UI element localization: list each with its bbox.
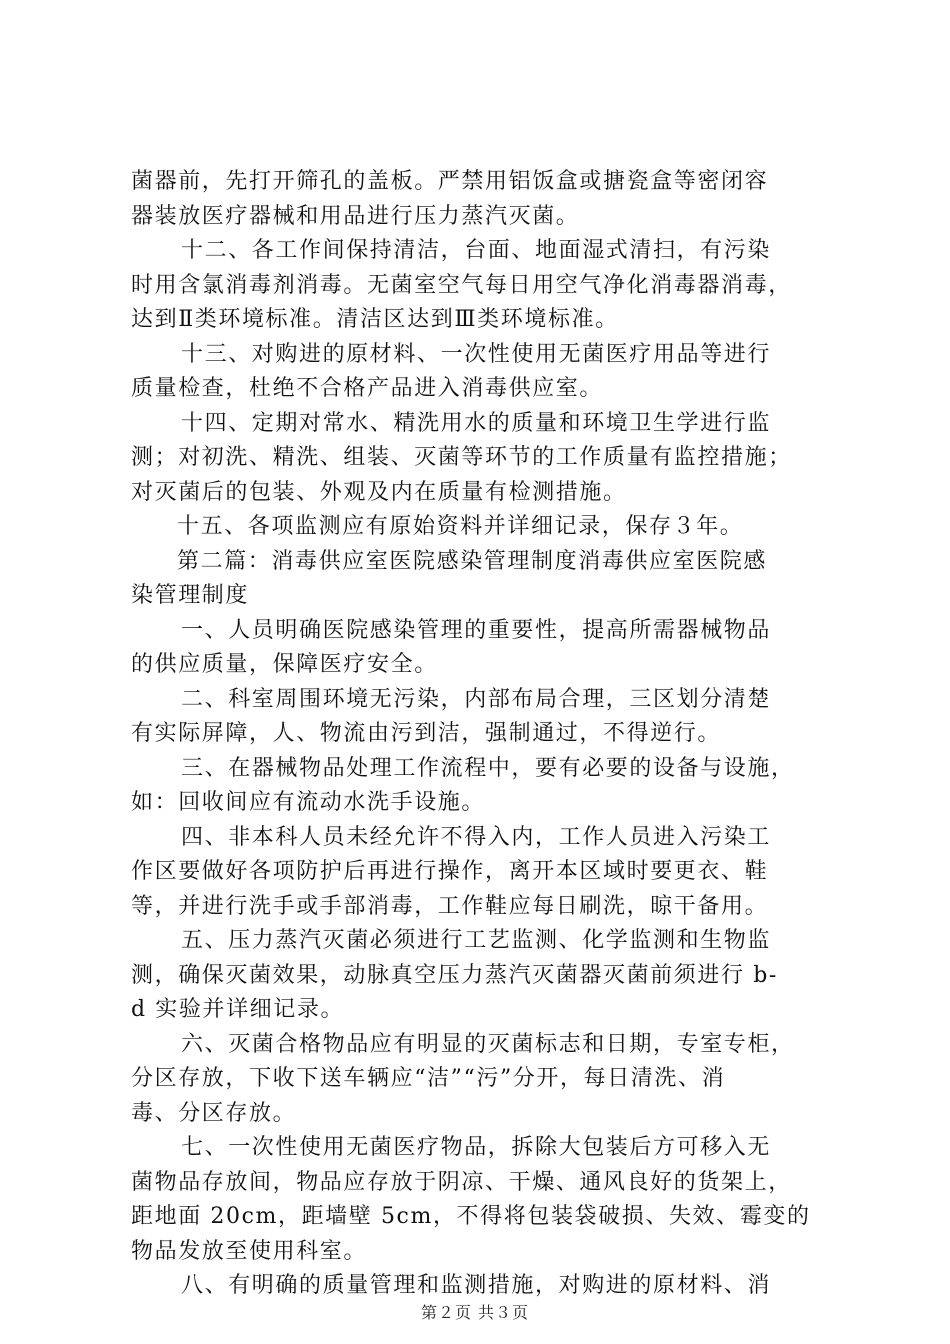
text-line: 分区存放，下收下送车辆应“洁”“污”分开，每日清洗、消: [131, 1066, 726, 1091]
text-line: 测；对初洗、精洗、组装、灭菌等环节的工作质量有监控措施；: [131, 445, 792, 470]
text-line: 的供应质量，保障医疗安全。: [131, 652, 438, 677]
text-line: 器装放医疗器械和用品进行压力蒸汽灭菌。: [131, 203, 580, 229]
text-line: 五、压力蒸汽灭菌必须进行工艺监测、化学监测和生物监: [181, 928, 772, 953]
text-line: 菌物品存放间，物品应存放于阴凉、干燥、通风良好的货架上，: [131, 1169, 792, 1195]
text-line: 一、人员明确医院感染管理的重要性，提高所需器械物品: [181, 617, 772, 643]
text-line: d 实验并详细记录。: [131, 997, 345, 1022]
text-line: 如：回收间应有流动水洗手设施。: [131, 790, 486, 815]
page-number-footer: 第２页 共３页: [420, 1303, 530, 1322]
text-line: 对灭菌后的包装、外观及内在质量有检测措施。: [131, 479, 627, 505]
text-line: 四、非本科人员未经允许不得入内，工作人员进入污染工: [181, 824, 772, 850]
text-line: 十三、对购进的原材料、一次性使用无菌医疗用品等进行: [181, 341, 772, 367]
text-line: 时用含氯消毒剂消毒。无菌室空气每日用空气净化消毒器消毒，: [131, 272, 792, 298]
text-line: 七、一次性使用无菌医疗物品，拆除大包装后方可移入无: [181, 1135, 772, 1160]
document-body: [131, 167, 831, 1306]
text-line: 十二、各工作间保持清洁，台面、地面湿式清扫，有污染: [181, 238, 772, 263]
text-line: 毒、分区存放。: [131, 1100, 297, 1126]
text-line: 物品发放至使用科室。: [131, 1238, 368, 1264]
text-line: 十五、各项监测应有原始资料并详细记录，保存３年。: [177, 514, 744, 539]
text-line: 十四、定期对常水、精洗用水的质量和环境卫生学进行监: [181, 410, 772, 436]
text-line: 二、科室周围环境无污染，内部布局合理，三区划分清楚: [181, 686, 772, 712]
text-line: 六、灭菌合格物品应有明显的灭菌标志和日期，专室专柜，: [181, 1031, 795, 1057]
text-line: 测，确保灭菌效果，动脉真空压力蒸汽灭菌器灭菌前须进行 b-: [131, 962, 778, 988]
text-line: 等，并进行洗手或手部消毒，工作鞋应每日刷洗，晾干备用。: [131, 893, 769, 919]
text-line: 质量检查，杜绝不合格产品进入消毒供应室。: [131, 376, 604, 401]
text-line: 达到Ⅱ类环境标准。清洁区达到Ⅲ类环境标准。: [131, 307, 619, 332]
text-line: 菌器前，先打开筛孔的盖板。严禁用铝饭盒或搪瓷盒等密闭容: [131, 169, 769, 194]
text-line: 作区要做好各项防护后再进行操作，离开本区域时要更衣、鞋: [131, 859, 769, 884]
text-line: 三、在器械物品处理工作流程中，要有必要的设备与设施，: [181, 755, 795, 781]
text-line: 有实际屏障，人、物流由污到洁，强制通过，不得逆行。: [131, 721, 722, 746]
text-line: 染管理制度: [131, 583, 250, 608]
text-line: 第二篇：消毒供应室医院感染管理制度消毒供应室医院感: [177, 548, 768, 574]
text-line: 八、有明确的质量管理和监测措施，对购进的原材料、消: [181, 1273, 772, 1298]
text-line: 距地面 20cm，距墙壁 5cm，不得将包装袋破损、失效、霉变的: [131, 1204, 811, 1229]
